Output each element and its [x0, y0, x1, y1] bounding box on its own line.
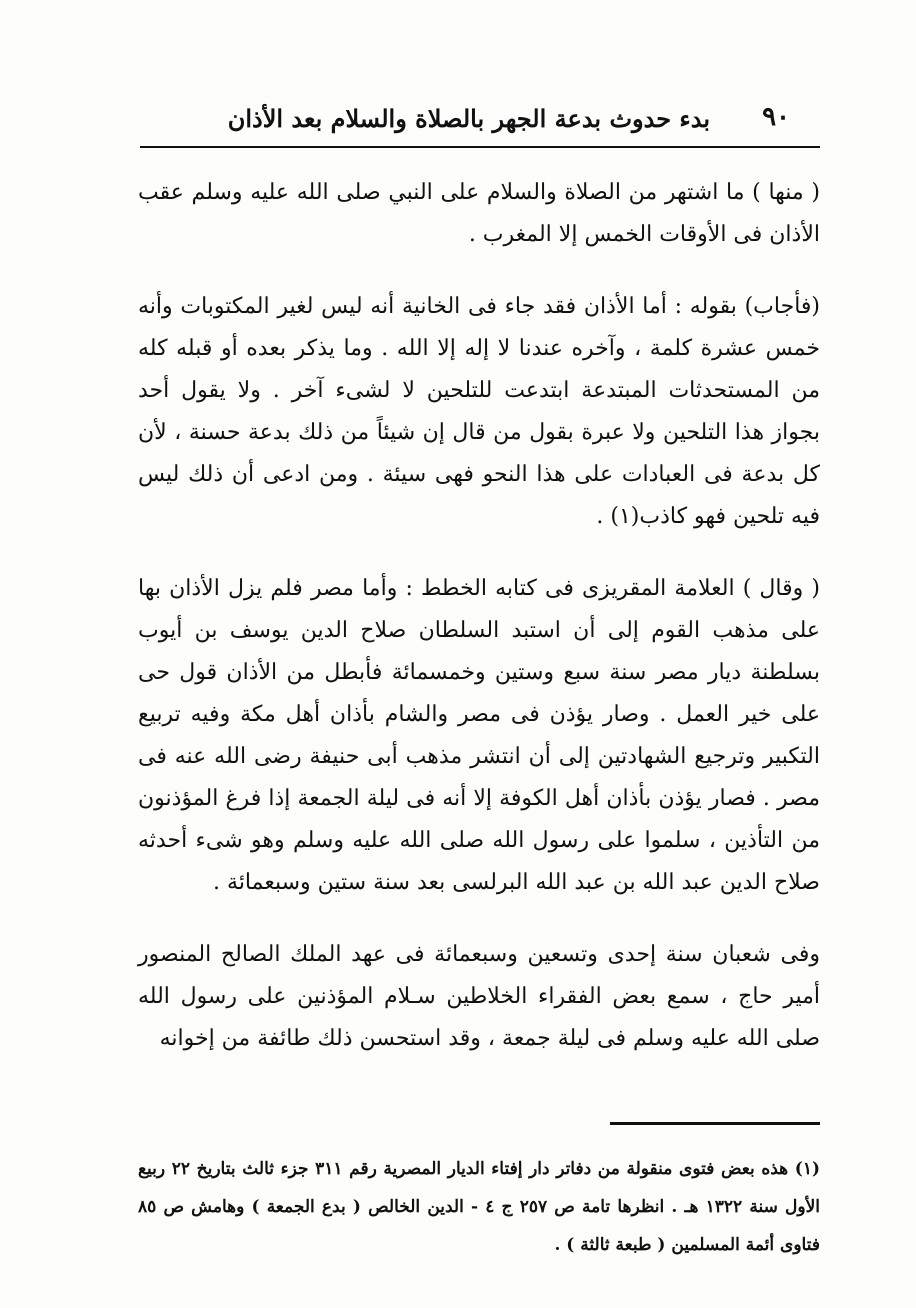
footnote-rule [610, 1122, 820, 1125]
paragraph [138, 934, 820, 1060]
paragraph-text: (فأجاب) بقوله : أما الأذان فقد جاء فى الخانية أنه ليس لغير المكتوبات وأنه خمس عشرة كلمة ، وآخره عندنا لا إله إلا الله . وما يذكر بعده أو قبله كله من المستحدثات المبتدعة ابتدعت للتلحين لا لشىء آخر . ولا يقول أحد بجواز هذا التلحين ولا عبرة بقول من قال إن شيئاً من ذلك بدعة حسنة ، لأن كل بدعة فى العبادات على هذا النحو فهى سيئة . ومن ادعى أن ذلك ليس فيه تلحين فهو كاذب(١) . [138, 294, 820, 529]
paragraph [138, 172, 820, 256]
footnote: (١) هذه بعض فتوى منقولة من دفاتر دار إفتاء الديار المصرية رقم ٣١١ جزء ثالث بتاريخ ٢٢ ربيع الأول سنة ١٣٢٢ هـ . انظرها تامة ص ٢٥٧ ج ٤ - الدين الخالص ( بدع الجمعة ) وهامش ص ٨٥ فتاوى أئمة المسلمين ( طبعة ثالثة ) . [138, 1159, 820, 1255]
running-title: بدء حدوث بدعة الجهر بالصلاة والسلام بعد الأذان [227, 104, 710, 133]
page-number: ٩٠ [762, 102, 790, 132]
paragraph-text: وفى شعبان سنة إحدى وتسعين وسبعمائة فى عهد الملك الصالح المنصور أمير حاج ، سمع بعض الفقراء الخلاطين سـلام المؤذنين على رسول الله صلى الله عليه وسلم فى ليلة جمعة ، وقد استحسن ذلك طائفة من إخوانه [138, 942, 820, 1051]
paragraph [138, 286, 820, 538]
page-header [140, 96, 820, 140]
footnotes [138, 1150, 820, 1264]
paragraph [138, 568, 820, 904]
header-rule [140, 146, 820, 148]
paragraph-text: ( وقال ) العلامة المقريزى فى كتابه الخطط : وأما مصر فلم يزل الأذان بها على مذهب القوم إلى أن استبد السلطان صلاح الدين يوسف بن أيوب بسلطنة ديار مصر سنة سبع وستين وخمسمائة فأبطل من الأذان قول حى على خير العمل . وصار يؤذن فى مصر والشام بأذان أهل مكة وفيه تربيع التكبير وترجيع الشهادتين إلى أن انتشر مذهب أبى حنيفة رضى الله عنه فى مصر . فصار يؤذن بأذان أهل الكوفة إلا أنه فى ليلة الجمعة إذا فرغ المؤذنون من التأذين ، سلموا على رسول الله صلى الله عليه وسلم وهو شىء أحدثه صلاح الدين عبد الله بن عبد الله البرلسى بعد سنة ستين وسبعمائة . [138, 576, 820, 895]
main-text [138, 172, 820, 1090]
paragraph-text: ( منها ) ما اشتهر من الصلاة والسلام على النبي صلى الله عليه وسلم عقب الأذان فى الأوقات الخمس إلا المغرب . [138, 180, 820, 247]
